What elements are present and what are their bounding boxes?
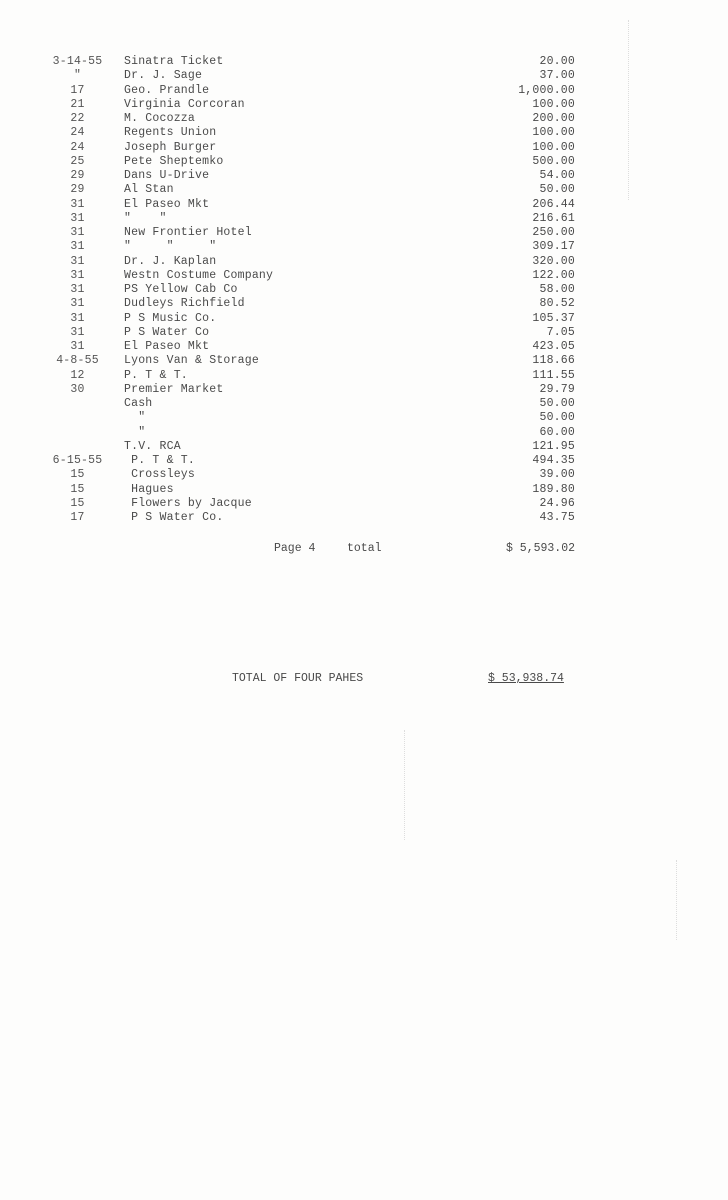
ledger-row (0, 340, 728, 354)
entry-payee: P S Water Co (124, 325, 210, 339)
ledger-row (0, 297, 728, 311)
page-total-line (0, 542, 728, 558)
entry-payee: El Paseo Mkt (124, 197, 210, 211)
entry-amount: 250.00 (532, 226, 575, 239)
entry-payee: P S Music Co. (124, 311, 217, 325)
entry-date: 17 (70, 83, 85, 97)
ledger-row (0, 426, 728, 440)
entry-payee: Dudleys Richfield (124, 297, 245, 311)
entry-payee: New Frontier Hotel (124, 226, 252, 239)
paper-fold-mark (628, 20, 629, 200)
paper-crease-mark (404, 730, 405, 840)
ledger-row (0, 468, 728, 482)
ledger-row (0, 55, 728, 69)
entry-payee: M. Cocozza (124, 112, 196, 125)
entry-payee: Westn Costume Company (124, 268, 274, 282)
entry-date: 4-8-55 (56, 354, 99, 368)
ledger-row (0, 169, 728, 183)
ledger-row (0, 155, 728, 169)
entry-date: 31 (70, 240, 85, 254)
ledger-row (0, 369, 728, 383)
entry-amount: 58.00 (539, 283, 575, 296)
entry-payee: Flowers by Jacque (124, 496, 252, 510)
entry-amount: 122.00 (532, 268, 575, 282)
entry-amount: 105.37 (532, 311, 575, 325)
ledger-row (0, 354, 728, 368)
page-total-word: total (347, 542, 382, 555)
entry-amount: 189.80 (532, 482, 575, 496)
entry-payee: Geo. Prandle (124, 83, 210, 97)
entry-amount: 50.00 (539, 397, 575, 410)
ledger-row (0, 255, 728, 269)
entry-payee: Lyons Van & Storage (124, 354, 259, 368)
ledger-row (0, 198, 728, 212)
entry-payee: Dans U-Drive (124, 169, 210, 182)
ledger-row (0, 511, 728, 525)
entry-amount: 50.00 (539, 183, 575, 197)
entry-payee: Joseph Burger (124, 140, 217, 154)
entry-amount: 100.00 (532, 126, 575, 140)
ledger-row (0, 326, 728, 340)
entry-date: 31 (70, 311, 85, 325)
paper-edge-mark (676, 860, 677, 940)
entry-payee: Crossleys (124, 468, 196, 482)
entry-amount: 494.35 (532, 454, 575, 467)
entry-amount: 20.00 (539, 55, 575, 68)
entry-date: 15 (70, 482, 85, 496)
entry-date: 31 (70, 283, 85, 296)
entry-date: 15 (70, 468, 85, 482)
entry-amount: 121.95 (532, 439, 575, 453)
entry-payee: P. T & T. (124, 368, 188, 382)
entry-amount: 200.00 (532, 112, 575, 125)
entry-date: 31 (70, 226, 85, 239)
entry-date: 24 (70, 140, 85, 154)
ledger-row (0, 269, 728, 283)
grand-total-line (0, 672, 728, 688)
entry-payee: " " (124, 211, 167, 225)
entry-date: 12 (70, 368, 85, 382)
entry-payee: Cash (124, 397, 153, 410)
ledger-row (0, 183, 728, 197)
entry-payee: Premier Market (124, 382, 224, 396)
entry-amount: 1,000.00 (518, 83, 575, 97)
ledger-row (0, 141, 728, 155)
entry-amount: 7.05 (546, 325, 575, 339)
entry-payee: " " " (124, 240, 217, 254)
ledger-row (0, 212, 728, 226)
entry-date: 31 (70, 325, 85, 339)
entry-date: 3-14-55 (52, 55, 103, 68)
entry-amount: 37.00 (539, 69, 575, 83)
entry-date: 30 (70, 382, 85, 396)
ledger-row (0, 454, 728, 468)
entry-date: 29 (70, 183, 85, 197)
grand-total-label: TOTAL OF FOUR PAHES (232, 672, 364, 685)
entry-amount: 423.05 (532, 340, 575, 353)
entry-amount: 80.52 (539, 297, 575, 311)
entry-amount: 39.00 (539, 468, 575, 482)
entry-date: 31 (70, 268, 85, 282)
entry-payee: T.V. RCA (124, 439, 181, 453)
entry-date: 15 (70, 496, 85, 510)
ledger-row (0, 397, 728, 411)
entry-date: 24 (70, 126, 85, 140)
entry-amount: 100.00 (532, 97, 575, 111)
ledger-row (0, 312, 728, 326)
entry-date: 31 (70, 211, 85, 225)
entry-payee: Hagues (124, 482, 174, 496)
entry-payee: Sinatra Ticket (124, 55, 224, 68)
entry-amount: 24.96 (539, 496, 575, 510)
page-total-label: Page 4 (274, 542, 316, 555)
entry-date: 17 (70, 511, 85, 524)
ledger-row (0, 112, 728, 126)
entry-amount: 118.66 (532, 354, 575, 368)
entry-date: 21 (70, 97, 85, 111)
ledger-row (0, 69, 728, 83)
entry-payee: " (124, 411, 146, 425)
ledger-row (0, 283, 728, 297)
entry-amount: 54.00 (539, 169, 575, 182)
ledger-row (0, 483, 728, 497)
entry-date: 22 (70, 112, 85, 125)
entry-payee: P S Water Co. (124, 511, 224, 524)
ledger-row (0, 383, 728, 397)
entry-amount: 500.00 (532, 154, 575, 168)
entry-amount: 29.79 (539, 382, 575, 396)
entry-amount: 50.00 (539, 411, 575, 425)
ledger-row (0, 98, 728, 112)
ledger-row (0, 497, 728, 511)
ledger-row (0, 440, 728, 454)
ledger-row (0, 226, 728, 240)
entry-date: 29 (70, 169, 85, 182)
ledger-row (0, 84, 728, 98)
entry-date: 6-15-55 (52, 454, 103, 467)
ledger-row (0, 126, 728, 140)
ledger-list (0, 55, 728, 525)
ledger-row (0, 240, 728, 254)
entry-amount: 320.00 (532, 254, 575, 268)
entry-payee: " (124, 425, 146, 439)
entry-payee: Pete Sheptemko (124, 154, 224, 168)
entry-amount: 60.00 (539, 425, 575, 439)
entry-amount: 216.61 (532, 211, 575, 225)
grand-total-amount: $ 53,938.74 (488, 672, 564, 685)
entry-date: 31 (70, 254, 85, 268)
entry-payee: Dr. J. Kaplan (124, 254, 217, 268)
entry-date: " (73, 69, 82, 83)
entry-date: 31 (70, 197, 85, 211)
entry-payee: Regents Union (124, 126, 217, 140)
entry-amount: 111.55 (532, 368, 575, 382)
entry-amount: 206.44 (532, 197, 575, 211)
entry-payee: Dr. J. Sage (124, 69, 203, 83)
entry-date: 31 (70, 340, 85, 353)
entry-amount: 100.00 (532, 140, 575, 154)
page-total-amount: $ 5,593.02 (505, 542, 575, 555)
entry-date: 31 (70, 297, 85, 311)
ledger-row (0, 411, 728, 425)
entry-payee: El Paseo Mkt (124, 340, 210, 353)
entry-payee: Al Stan (124, 183, 174, 197)
entry-payee: Virginia Corcoran (124, 97, 245, 111)
entry-amount: 309.17 (532, 240, 575, 254)
entry-date: 25 (70, 154, 85, 168)
entry-payee: P. T & T. (124, 454, 196, 467)
entry-amount: 43.75 (539, 511, 575, 524)
entry-payee: PS Yellow Cab Co (124, 283, 238, 296)
